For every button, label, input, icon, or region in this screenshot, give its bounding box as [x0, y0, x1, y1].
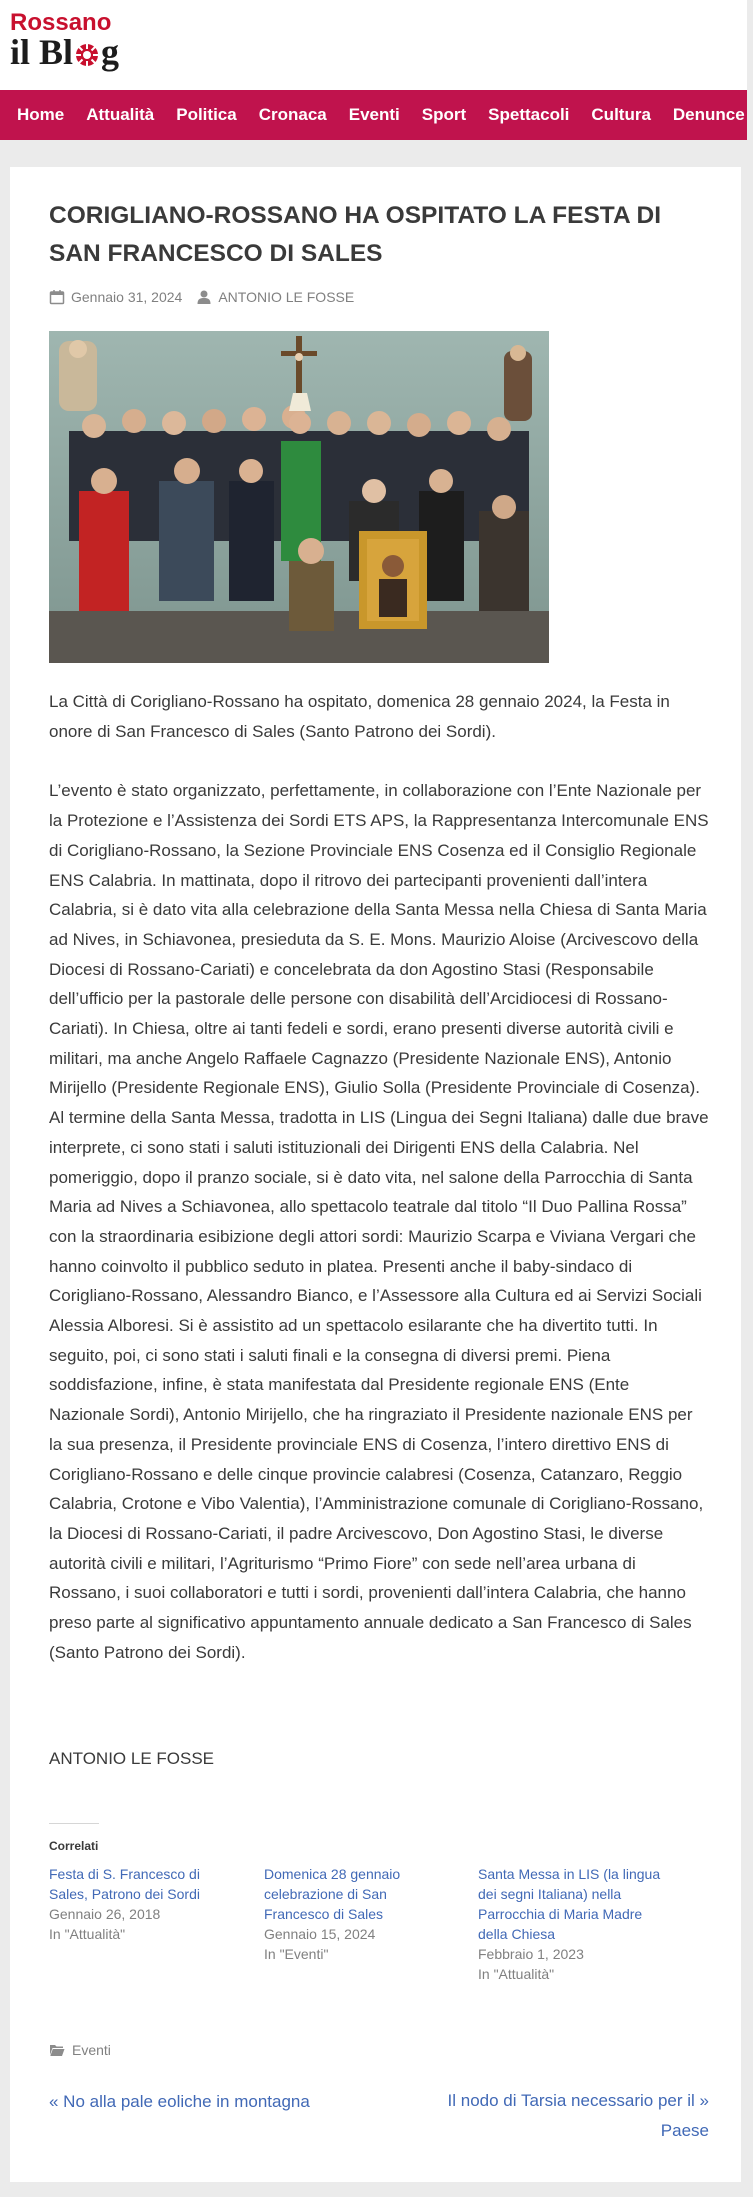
post-featured-image [49, 331, 549, 663]
post-title: CORIGLIANO-ROSSANO HA OSPITATO LA FESTA DI SAN FRANCESCO DI SALES [49, 202, 662, 267]
post-signature: ANTONIO LE FOSSE [49, 1749, 215, 1768]
related-link[interactable]: Domenica 28 gennaio celebrazione di San Francesco di Sales [264, 1866, 401, 1922]
post-paragraph: L’evento è stato organizzato, perfettamente, in collaborazione con l’Ente Nazionale per la Protezione e l’Assistenza dei Sordi ETS APS, la Rappresentanza Intercomunale ENS di Corigliano-Rossano, la Sezione Provinciale ENS Cosenza ed il Consiglio Regionale ENS Calabria. In mattinata, dopo il ritrovo dei partecipanti provenienti dall’intera Calabria, si è dato vita alla celebrazione della Santa Messa nella Chiesa di Santa Maria ad Nives, in Schiavonea, presieduta da S. E. Mons. Maurizio Aloise (Arcivescovo della Diocesi di Rossano-Cariati) e concelebrata da don Agostino Stasi (Responsabile dell’ufficio per la pastorale delle persone con disabilità dell’Arcidiocesi di Rossano-Cariati). In Chiesa, oltre ai tanti fedeli e sordi, erano presenti diverse autorità civili e militari, ma anche Angelo Raffaele Cagnazzo (Presidente Nazionale ENS), Antonio Mirijello (Presidente Regionale ENS), Giulio Solla (Presidente Provinciale di Cosenza). Al termine della Santa Messa, tradotta in LIS (Lingua dei Segni Italiana) dalle due brave interprete, ci sono stati i saluti istituzionali dei Dirigenti ENS della Calabria. Nel pomeriggio, dopo il pranzo sociale, si è dato vita, nel salone della Parrocchia di Santa Maria ad Nives a Schiavonea, allo spettacolo teatrale dal titolo “Il Duo Pallina Rossa” con la straordinaria esibizione degli attori sordi: Maurizio Scarpa e Viviana Vergari che hanno coinvolto il pubblico seduto in platea. Presenti anche il baby-sindaco di Corigliano-Rossano, Alessandro Bianco, e l’Assessore alla Cultura ed ai Servizi Sociali Alessia Alboresi. Si è assistito ad un spettacolo esilarante che ha divertito tutti. In seguito, poi, ci sono stati i saluti finali e la consegna di diversi premi. Piena soddisfazione, infine, è stata manifestata dal Presidente regionale ENS (Ente Nazionale Sordi), Antonio Mirijello, che ha ringraziato il Presidente nazionale ENS per la sua presenza, il Presidente provinciale ENS di Cosenza, l’intero direttivo ENS di Corigliano-Rossano e delle cinque provincie calabresi (Cosenza, Catanzaro, Reggio Calabria, Crotone e Vibo Valentia), l’Amministrazione comunale di Corigliano-Rossano, la Diocesi di Rossano-Cariati, il padre Arcivescovo, Don Agostino Stasi, le diverse autorità civili e militari, l’Agriturismo “Primo Fiore” con sede nell’area urbana di Rossano, i suoi collaboratori e tutti i sordi, provenienti dall’intera Calabria, che hanno preso parte al significativo appuntamento annuale dedicato a San Francesco di Sales (Santo Patrono dei Sordi). [49, 781, 709, 1662]
nav-item-spettacoli[interactable]: Spettacoli [488, 105, 570, 124]
related-divider [49, 1823, 99, 1824]
post-author[interactable]: ANTONIO LE FOSSE [218, 289, 355, 305]
related-category: In "Attualità" [478, 1966, 555, 1982]
logo-text-bottom [10, 32, 119, 72]
folder-icon [49, 2043, 65, 2057]
main-nav [0, 90, 747, 140]
logo-text-bottom-right: g [101, 32, 120, 72]
user-icon [196, 289, 212, 305]
next-post-link[interactable]: Il nodo di Tarsia necessario per il » Paese [447, 2091, 709, 2140]
nav-item-denunce[interactable]: Denunce [672, 105, 745, 124]
related-link[interactable]: Festa di S. Francesco di Sales, Patrono dei Sordi [49, 1866, 200, 1902]
post-paragraph: La Città di Corigliano-Rossano ha ospitato, domenica 28 gennaio 2024, la Festa in onore di San Francesco di Sales (Santo Patrono dei Sordi). [49, 692, 670, 741]
nav-item-eventi[interactable]: Eventi [348, 105, 400, 124]
related-category: In "Eventi" [264, 1946, 329, 1962]
nav-item-home[interactable]: Home [17, 105, 65, 124]
nav-item-cronaca[interactable]: Cronaca [258, 105, 327, 124]
category-link[interactable]: Eventi [72, 2042, 111, 2058]
related-item [264, 1864, 454, 1964]
related-link[interactable]: Santa Messa in LIS (la lingua dei segni Italiana) nella Parrocchia di Maria Madre della Chiesa [478, 1866, 661, 1942]
page-edge [747, 0, 753, 2197]
prev-post-link[interactable]: « No alla pale eoliche in montagna [49, 2092, 310, 2111]
related-date: Gennaio 26, 2018 [49, 1906, 161, 1922]
post-category [49, 2042, 111, 2058]
logo-text-bottom-left: il Bl [10, 32, 74, 72]
post-date[interactable]: Gennaio 31, 2024 [71, 289, 183, 305]
post-meta [49, 287, 354, 307]
related-item [49, 1864, 239, 1944]
related-date: Febbraio 1, 2023 [478, 1946, 584, 1962]
related-date: Gennaio 15, 2024 [264, 1926, 376, 1942]
nav-item-politica[interactable]: Politica [176, 105, 237, 124]
calendar-icon [49, 289, 65, 305]
nav-item-cultura[interactable]: Cultura [591, 105, 651, 124]
post-content [49, 687, 709, 1698]
site-header [0, 0, 753, 90]
related-category: In "Attualità" [49, 1926, 126, 1942]
site-logo[interactable] [10, 10, 130, 76]
logo-text-top: Rossano [10, 9, 112, 36]
nav-item-attualita[interactable]: Attualità [86, 105, 155, 124]
logo-wheel-icon [74, 36, 100, 62]
article-card [10, 167, 741, 2182]
related-item [478, 1864, 668, 1984]
nav-item-sport[interactable]: Sport [421, 105, 467, 124]
related-heading: Correlati [49, 1839, 99, 1853]
